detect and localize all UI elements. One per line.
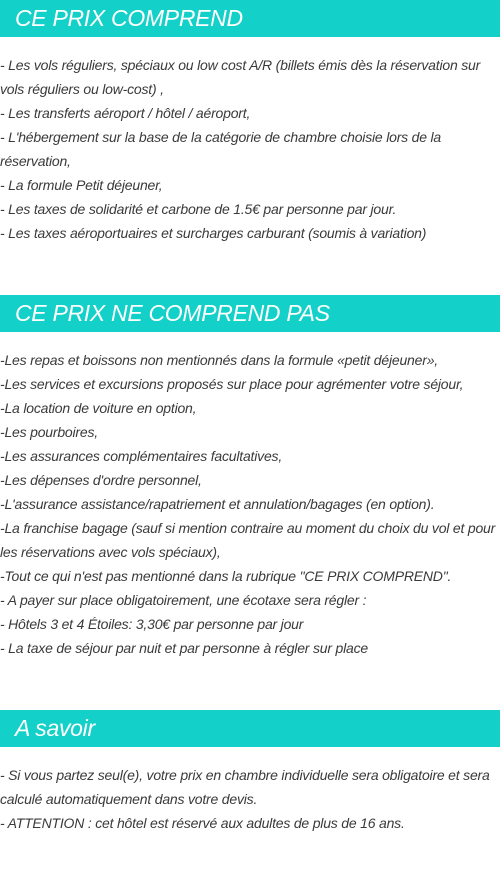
list-item: -La franchise bagage (sauf si mention contraire au moment du choix du vol et pour les réservations avec vols spéciaux), <box>0 520 496 560</box>
list-item: - ATTENTION : cet hôtel est réservé aux adultes de plus de 16 ans. <box>0 815 405 831</box>
list-item: - A payer sur place obligatoirement, une écotaxe sera régler : <box>0 592 367 608</box>
section-header-included <box>0 0 500 37</box>
list-item: -Les pourboires, <box>0 424 98 440</box>
list-item: - Les taxes aéroportuaires et surcharges carburant (soumis à variation) <box>0 225 427 241</box>
list-item: - La formule Petit déjeuner, <box>0 177 163 193</box>
list-item: -Les assurances complémentaires facultatives, <box>0 448 283 464</box>
list-item: - Hôtels 3 et 4 Étoiles: 3,30€ par personne par jour <box>0 616 304 632</box>
section-title-good-to-know: A savoir <box>15 715 95 741</box>
list-item: -La location de voiture en option, <box>0 400 197 416</box>
list-item: - Les vols réguliers, spéciaux ou low cost A/R (billets émis dès la réservation sur vols réguliers ou low-cost) , <box>0 57 481 97</box>
list-item: -L'assurance assistance/rapatriement et annulation/bagages (en option). <box>0 496 435 512</box>
list-item: -Les dépenses d'ordre personnel, <box>0 472 202 488</box>
included-list <box>0 53 500 245</box>
list-item: - Les taxes de solidarité et carbone de 1.5€ par personne par jour. <box>0 201 397 217</box>
list-item: - Les transferts aéroport / hôtel / aéroport, <box>0 105 251 121</box>
list-item: -Tout ce qui n'est pas mentionné dans la rubrique "CE PRIX COMPREND". <box>0 568 452 584</box>
section-title-not-included: CE PRIX NE COMPREND PAS <box>15 300 330 326</box>
section-header-not-included <box>0 295 500 332</box>
section-title-included: CE PRIX COMPREND <box>15 5 243 31</box>
good-to-know-list <box>0 763 500 835</box>
not-included-list <box>0 348 500 660</box>
list-item: -Les repas et boissons non mentionnés dans la formule «petit déjeuner», <box>0 352 438 368</box>
list-item: - Si vous partez seul(e), votre prix en chambre individuelle sera obligatoire et sera calculé automatiquement dans votre devis. <box>0 767 490 807</box>
list-item: - La taxe de séjour par nuit et par personne à régler sur place <box>0 640 368 656</box>
list-item: -Les services et excursions proposés sur place pour agrémenter votre séjour, <box>0 376 464 392</box>
section-header-good-to-know <box>0 710 500 747</box>
list-item: - L'hébergement sur la base de la catégorie de chambre choisie lors de la réservation, <box>0 129 442 169</box>
